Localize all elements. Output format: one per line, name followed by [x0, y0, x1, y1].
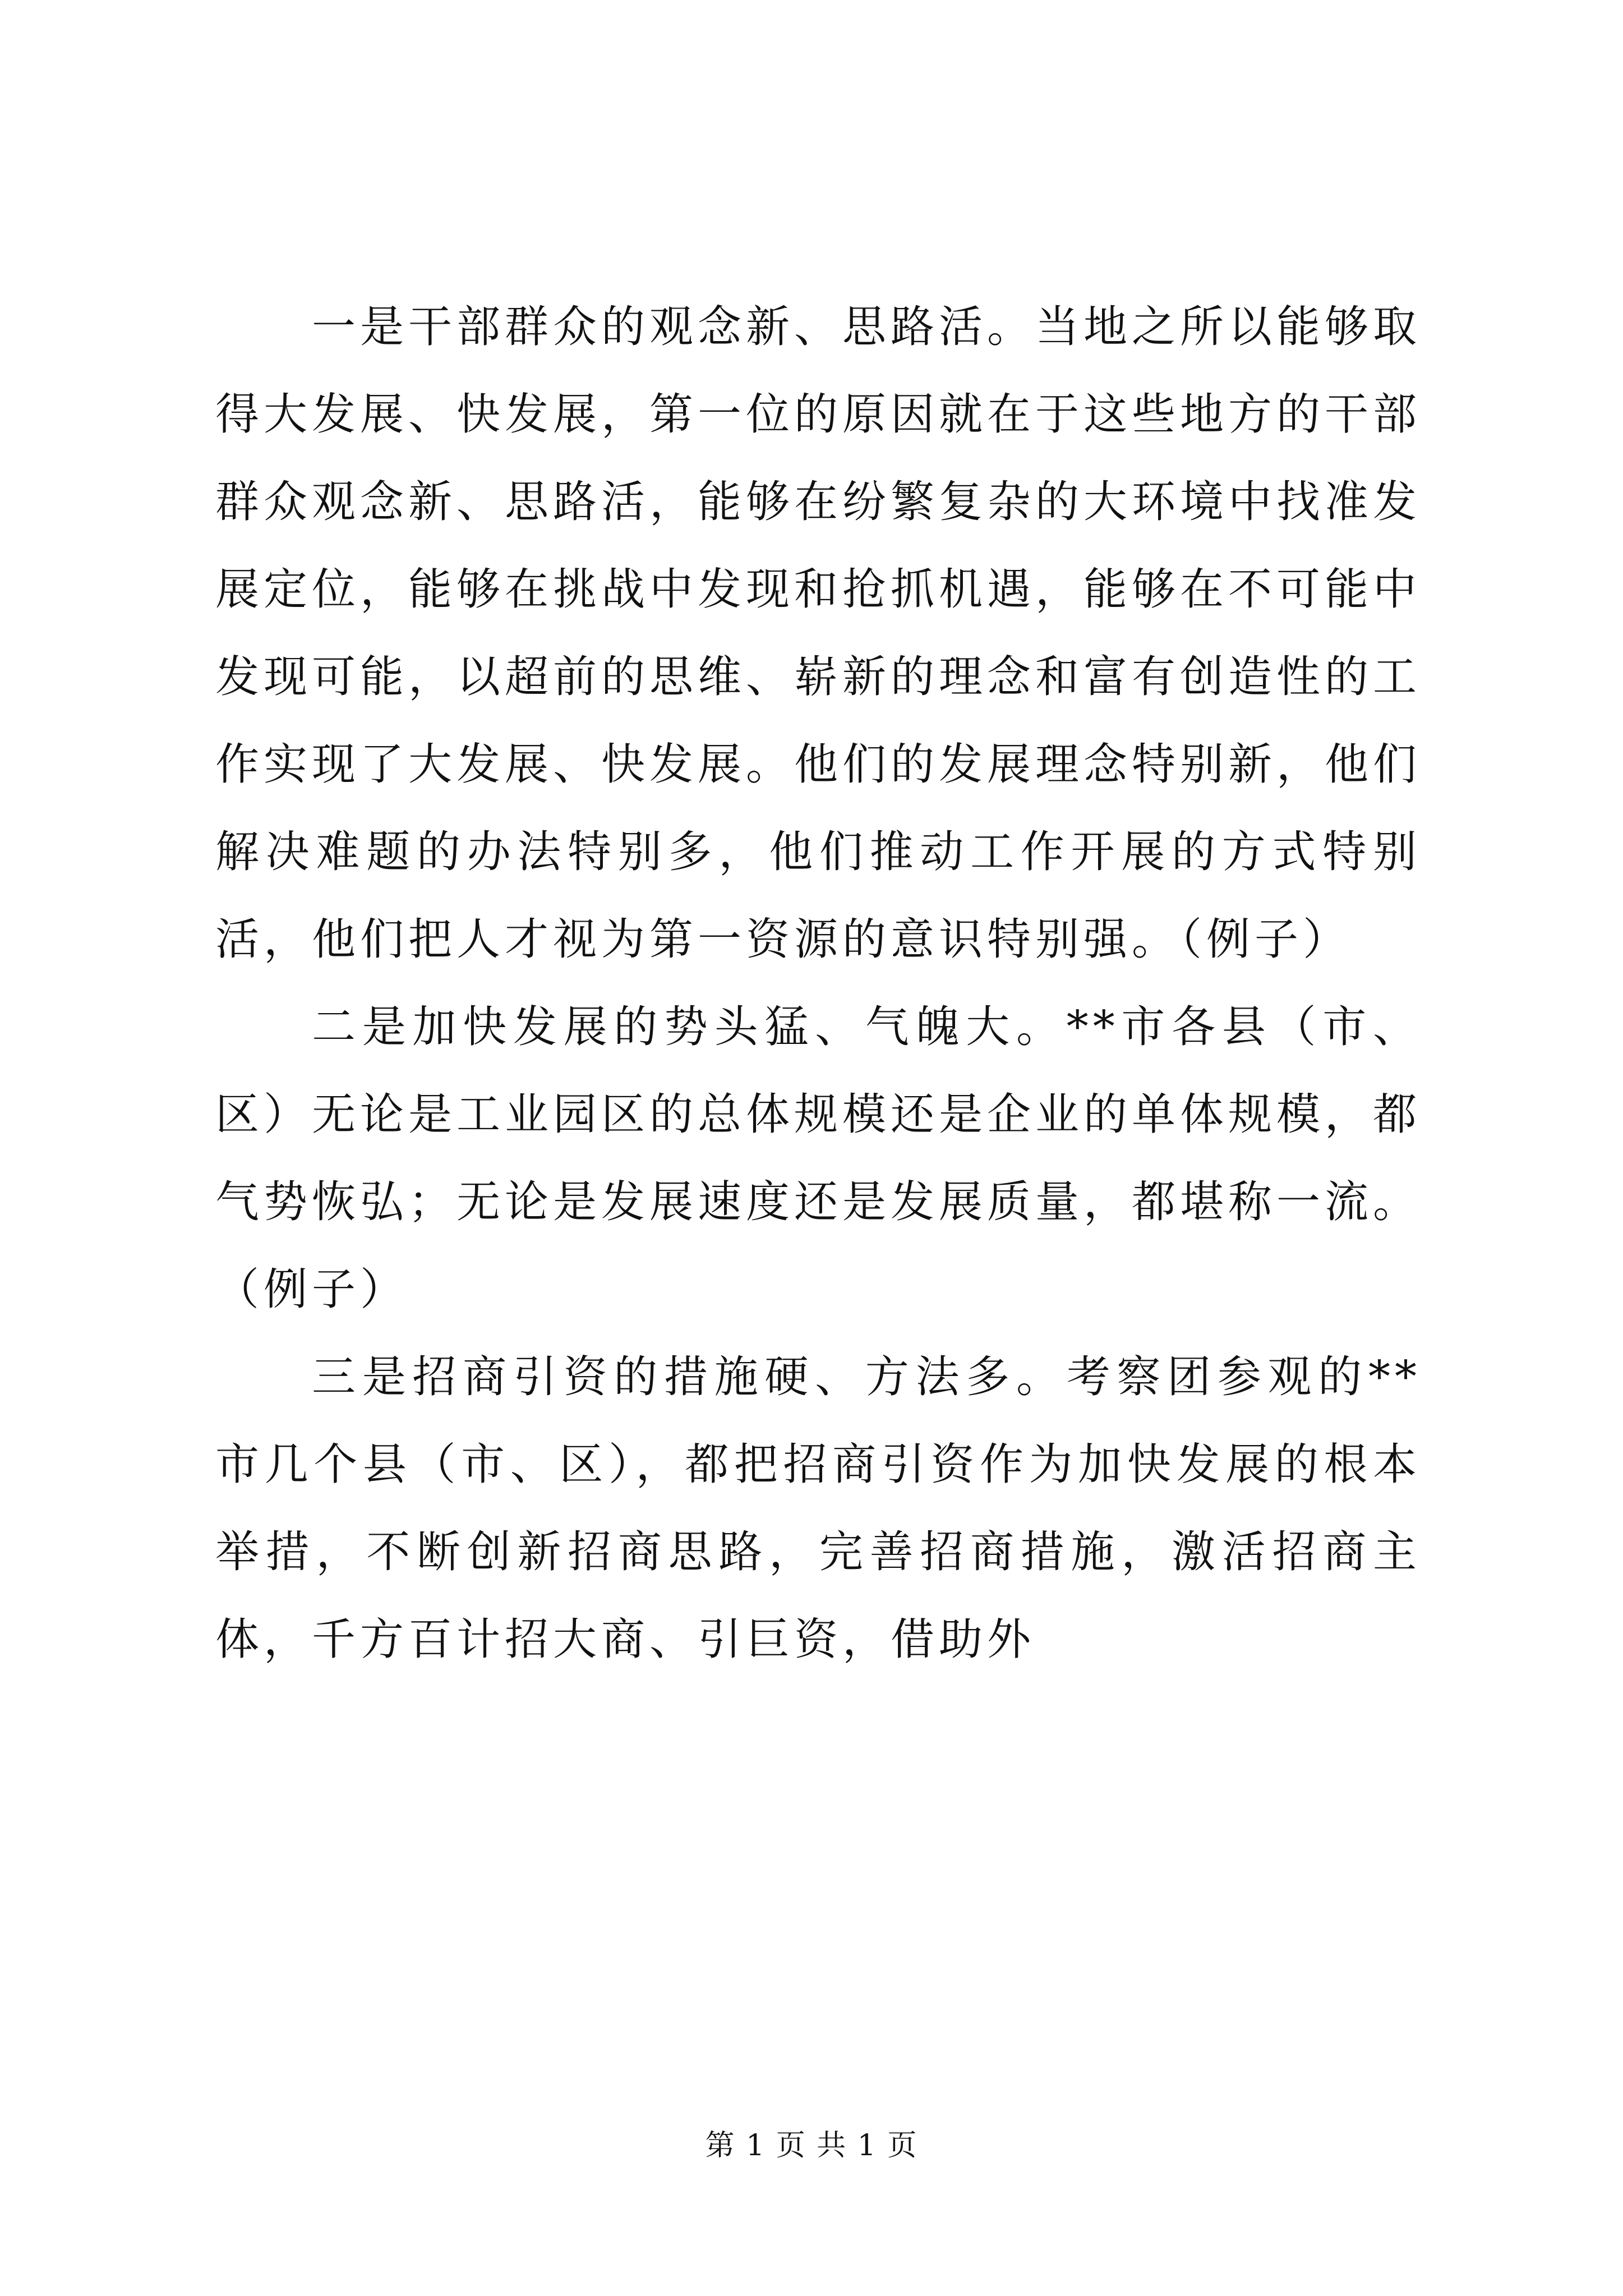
paragraph-investment-measures: 三是招商引资的措施硬、方法多。考察团参观的**市几个县（市、区），都把招商引资作为加快发展的根本举措，不断创新招商思路，完善招商措施，激活招商主体，千方百计招大商、引巨资，借助外: [215, 1352, 1421, 1665]
paragraph-development-momentum: 二是加快发展的势头猛、气魄大。**市各县（市、区）无论是工业园区的总体规模还是企业的单体规模，都气势恢弘；无论是发展速度还是发展质量，都堪称一流。（例子）: [215, 1002, 1422, 1315]
page-footer: 第 1 页 共 1 页: [705, 2129, 918, 2162]
paragraph-cadre-mindset: 一是干部群众的观念新、思路活。当地之所以能够取得大发展、快发展，第一位的原因就在于这些地方的干部群众观念新、思路活，能够在纷繁复杂的大环境中找准发展定位，能够在挑战中发现和抢抓机遇，能够在不可能中发现可能，以超前的思维、崭新的理念和富有创造性的工作实现了大发展、快发展。他们的发展理念特别新，他们解决难题的办法特别多，他们推动工作开展的方式特别活，他们把人才视为第一资源的意识特别强。（例子）: [215, 302, 1422, 965]
document-body: [215, 283, 1421, 1683]
